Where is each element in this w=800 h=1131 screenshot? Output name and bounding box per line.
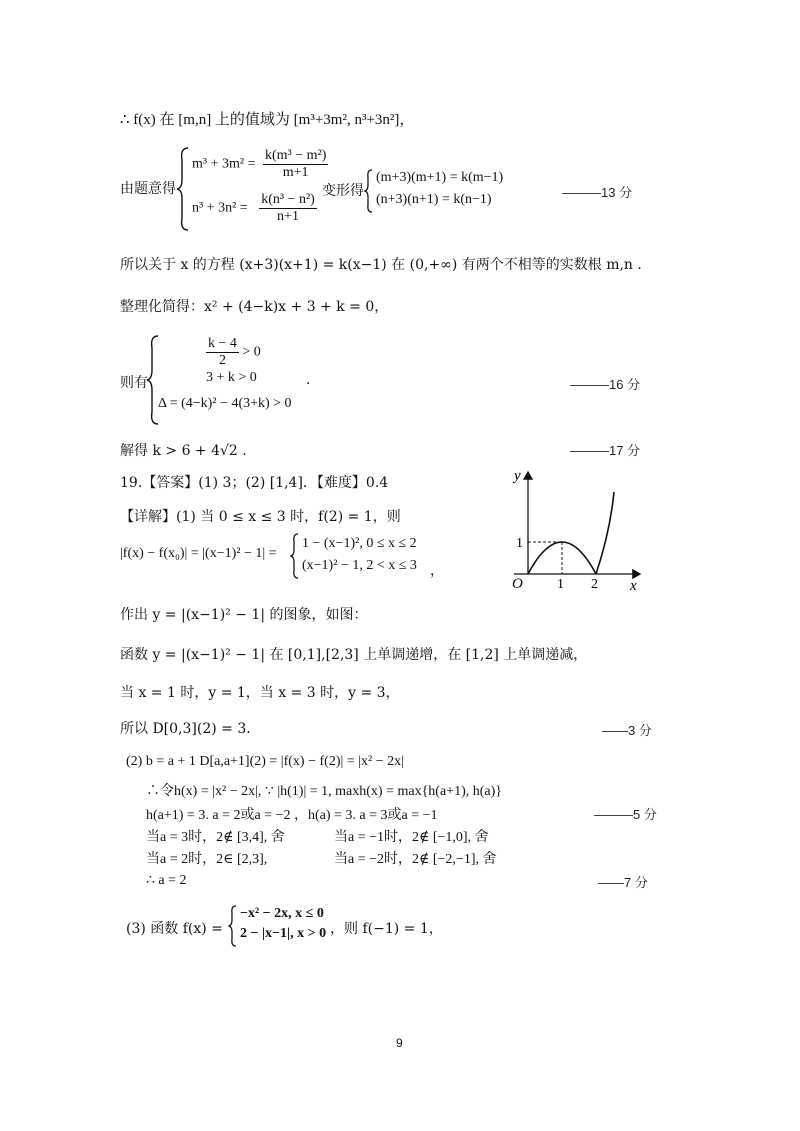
monotonicity-statement: 函数 y = |(x−1)² − 1| 在 [0,1],[2,3] 上单调递增，在 [1,2] 上单调递减，: [120, 647, 588, 663]
part3-brace: [228, 904, 238, 948]
system-eq2-numerator: k(n³ − n²): [261, 192, 315, 207]
piecewise-abs-lhs: |f(x) − f(x₀)| = |(x−1)² − 1| =: [120, 546, 277, 561]
draw-graph-statement: 作出 y = |(x−1)² − 1| 的图象，如图：: [120, 607, 368, 623]
condition-axis-relation: > 0: [242, 344, 261, 360]
graph-origin-label: O: [512, 576, 523, 592]
q19-answer-header: 19.【答案】(1) 3；(2) [1,4]．【难度】0.4: [120, 475, 389, 491]
system-eq2: [192, 192, 317, 225]
function-graph: [500, 462, 660, 594]
system-eq1-denominator: m+1: [282, 165, 309, 180]
piecewise-brace: [290, 532, 300, 580]
graph-tick-y1: 1: [516, 536, 523, 551]
graph-y-label: y: [514, 468, 521, 484]
range-statement: ∴ f(x) 在 [m,n] 上的值域为 [m³+3m², n³+3n²]，: [120, 112, 415, 128]
transformed-system-brace: [364, 168, 374, 214]
solution-k: 解得 k > 6 + 4√2 .: [120, 443, 247, 459]
part2-case-a-neg1: 当a = −1时，2∉ [−1,0], 舍: [334, 830, 489, 845]
transform-label: 变形得: [322, 183, 364, 199]
system-eq2-lhs: n³ + 3n² =: [192, 200, 248, 216]
transformed-eq1: (m+3)(m+1) = k(m−1): [376, 170, 504, 185]
graph-tick-x1: 1: [557, 577, 564, 592]
simplified-equation: 整理化简得：x² + (4−k)x + 3 + k = 0，: [120, 299, 389, 315]
transformed-eq2: (n+3)(n+1) = k(n−1): [376, 192, 492, 207]
condition-axis: [206, 336, 261, 369]
page-number: 9: [396, 1036, 403, 1050]
values-statement: 当 x = 1 时，y = 1，当 x = 3 时，y = 3，: [120, 685, 400, 701]
part2-case-a3: 当a = 3时，2∉ [3,4], 舍: [146, 830, 285, 845]
system-intro-label: 由题意得: [120, 181, 176, 197]
part2-line3: h(a+1) = 3. a = 2或a = −2 ，h(a) = 3. a = 3或a = −1: [146, 808, 438, 823]
conditions-brace: [146, 334, 160, 426]
part3-case1: −x² − 2x, x ≤ 0: [240, 906, 324, 921]
condition-axis-numerator: k − 4: [208, 336, 237, 351]
condition-axis-denominator: 2: [218, 353, 226, 368]
condition-discriminant: Δ = (4−k)² − 4(3+k) > 0: [158, 396, 292, 411]
part2-conclusion: ∴ a = 2: [146, 873, 187, 888]
piecewise-case2: (x−1)² − 1, 2 < x ≤ 3: [302, 558, 417, 573]
score-7: ——7 分: [598, 875, 648, 890]
system-eq1-numerator: k(m³ − m²): [264, 148, 327, 163]
piecewise-tail: ，: [430, 563, 444, 579]
conditions-intro: 则有: [120, 375, 148, 391]
part2-line1: (2) b = a + 1 D[a,a+1](2) = |f(x) − f(2)| = |x² − 2x|: [126, 754, 404, 769]
score-17: ———17 分: [570, 443, 641, 458]
part2-case-a-neg2: 当a = −2时，2∉ [−2,−1], 舍: [334, 852, 497, 867]
system-eq1: [192, 148, 328, 181]
score-16: ———16 分: [570, 377, 641, 392]
part3-tail: ，则 f(−1) = 1，: [330, 921, 443, 937]
score-5: ———5 分: [594, 807, 657, 822]
graph-tick-x2: 2: [591, 577, 598, 592]
part3-case2: 2 − |x−1|, x > 0: [240, 926, 327, 941]
part2-case-a2: 当a = 2时，2∈ [2,3],: [146, 852, 268, 867]
system-brace-left: [176, 146, 190, 232]
piecewise-case1: 1 − (x−1)², 0 ≤ x ≤ 2: [302, 536, 417, 551]
score-3: ——3 分: [602, 723, 652, 738]
equation-roots-statement: 所以关于 x 的方程 (x+3)(x+1) = k(x−1) 在 (0,+∞) 有两个不相等的实数根 m,n .: [120, 257, 642, 273]
part2-line2: ∴令h(x) = |x² − 2x|, ∵ |h(1)| = 1, maxh(x) = max{h(a+1), h(a)}: [146, 784, 502, 799]
graph-x-label: x: [630, 578, 637, 594]
condition-sum: 3 + k > 0: [206, 370, 257, 385]
conditions-period: .: [306, 372, 311, 388]
system-eq1-lhs: m³ + 3m² =: [192, 156, 256, 172]
part3-prefix: (3) 函数 f(x) =: [126, 921, 223, 937]
score-13: ———13 分: [562, 185, 633, 200]
part1-conclusion: 所以 D[0,3](2) = 3.: [120, 721, 251, 737]
q19-detail-intro: 【详解】(1) 当 0 ≤ x ≤ 3 时，f(2) = 1，则: [120, 509, 401, 525]
system-eq2-denominator: n+1: [277, 209, 299, 224]
graph-curve-branch: [596, 492, 614, 574]
